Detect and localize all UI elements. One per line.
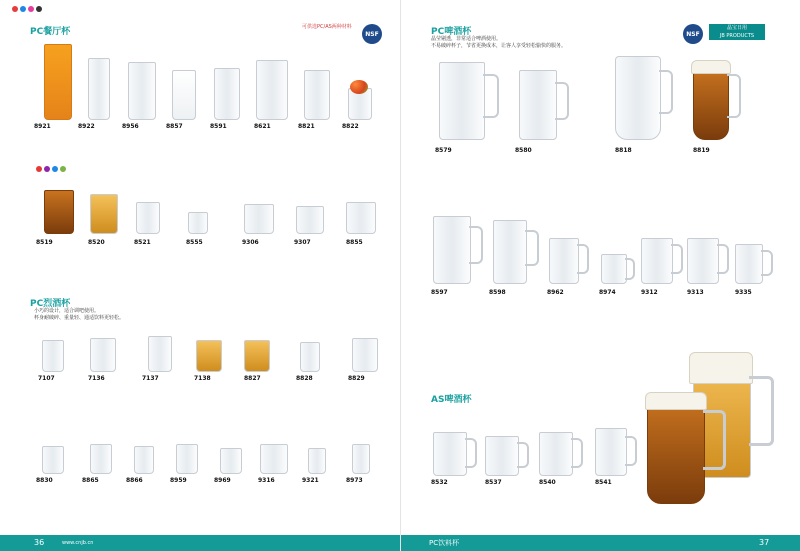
coffee-mug	[485, 436, 519, 476]
beer-foam	[645, 392, 707, 410]
short-glass	[188, 212, 208, 234]
shot-glass	[42, 446, 64, 474]
shot-glass-liquor	[196, 340, 222, 372]
product-9321: 9321	[302, 477, 319, 484]
footer-category: PC饮料杯	[429, 539, 460, 547]
product-8580: 8580	[515, 147, 532, 154]
mug-handle	[469, 226, 483, 264]
product-9316: 9316	[258, 477, 275, 484]
fruit-garnish-icon	[350, 80, 368, 94]
product-8866: 8866	[126, 477, 143, 484]
product-8555: 8555	[186, 239, 203, 246]
tall-glass	[88, 58, 110, 120]
product-8579: 8579	[435, 147, 452, 154]
shot-glass	[300, 342, 320, 372]
product-8597: 8597	[431, 289, 448, 296]
beer-glass-filled	[647, 398, 705, 504]
rocks-glass	[346, 202, 376, 234]
pint-glass	[256, 60, 288, 120]
page-number: 36	[34, 538, 45, 547]
product-7137: 7137	[142, 375, 159, 382]
tumbler-glass	[128, 62, 156, 120]
page-number: 37	[759, 538, 770, 547]
product-7107: 7107	[38, 375, 55, 382]
product-8520: 8520	[88, 239, 105, 246]
product-9312: 9312	[641, 289, 658, 296]
section-title-shot-glasses: PC烈酒杯	[30, 299, 71, 309]
left-footer-bar	[0, 535, 400, 551]
shot-glass	[308, 448, 326, 474]
tumbler-glass	[304, 70, 330, 120]
product-8855: 8855	[346, 239, 363, 246]
section-title-as-beer-mugs: AS啤酒杯	[431, 395, 472, 405]
brand-name: 晶宝日用	[726, 25, 747, 31]
product-9307: 9307	[294, 239, 311, 246]
product-8921: 8921	[34, 123, 51, 130]
nsf-badge: NSF	[362, 24, 382, 44]
mug-handle	[761, 250, 773, 276]
mug-handle	[577, 244, 589, 274]
product-8822: 8822	[342, 123, 359, 130]
rocks-glass	[296, 206, 324, 234]
beer-foam	[691, 60, 731, 74]
product-8829: 8829	[348, 375, 365, 382]
mug-handle	[483, 74, 499, 118]
beer-mug	[735, 244, 763, 284]
rocks-glass	[244, 204, 274, 234]
mug-handle	[625, 258, 635, 280]
mug-handle	[717, 244, 729, 274]
color-options	[36, 166, 66, 172]
shot-glass	[352, 444, 370, 474]
shot-glass	[42, 340, 64, 372]
mug-handle	[659, 70, 673, 114]
beer-mug	[687, 238, 719, 284]
whisky-glass	[90, 194, 118, 234]
shot-glass	[352, 338, 378, 372]
tumbler-glass	[136, 202, 160, 234]
right-page	[400, 0, 800, 551]
beer-mug	[595, 428, 627, 476]
beer-mug	[641, 238, 673, 284]
mug-handle	[625, 436, 637, 466]
product-8857: 8857	[166, 123, 183, 130]
product-9313: 9313	[687, 289, 704, 296]
beer-mug	[539, 432, 573, 476]
beer-mug	[433, 432, 467, 476]
mug-handle	[727, 74, 741, 118]
product-9335: 9335	[735, 289, 752, 296]
product-8819: 8819	[693, 147, 710, 154]
shot-glass	[90, 338, 116, 372]
shot-glasses-description: 小巧的设计，适合调吧使用。 杯身耐破碎、重量轻、通适饮料更轻松。	[34, 308, 125, 321]
mug-handle	[749, 376, 774, 446]
color-swatches	[12, 6, 42, 12]
beer-mug	[433, 216, 471, 284]
product-8969: 8969	[214, 477, 231, 484]
product-8956: 8956	[122, 123, 139, 130]
product-8591: 8591	[210, 123, 227, 130]
beer-mugs-description: 晶莹剔透，非常适合啤酒使用。 不易破碎杯子，节省更换成本，让客人享受轻松愉快的服务。	[431, 36, 567, 49]
right-footer-bar	[401, 535, 800, 551]
beer-mug	[493, 220, 527, 284]
milk-glass	[172, 70, 196, 120]
product-8959: 8959	[170, 477, 187, 484]
beer-mug	[519, 70, 557, 140]
brand-subtitle: JB PRODUCTS	[719, 33, 755, 39]
product-8821: 8821	[298, 123, 315, 130]
beer-foam	[689, 352, 753, 384]
product-8537: 8537	[485, 479, 502, 486]
product-8621: 8621	[254, 123, 271, 130]
product-8962: 8962	[547, 289, 564, 296]
mug-handle	[555, 82, 569, 120]
section-title-beer-mugs: PC啤酒杯	[431, 27, 472, 37]
nsf-badge: NSF	[683, 24, 703, 44]
product-9306: 9306	[242, 239, 259, 246]
footer-url: www.cnjb.cn	[62, 540, 94, 546]
mug-handle	[703, 410, 726, 470]
mug-handle	[671, 244, 683, 274]
beer-mug	[439, 62, 485, 140]
shot-glass	[148, 336, 172, 372]
product-8598: 8598	[489, 289, 506, 296]
tumbler-glass	[214, 68, 240, 120]
product-8865: 8865	[82, 477, 99, 484]
shot-glass	[134, 446, 154, 474]
product-8541: 8541	[595, 479, 612, 486]
brand-logo	[709, 24, 765, 40]
product-8532: 8532	[431, 479, 448, 486]
small-mug	[601, 254, 627, 284]
shot-glass	[220, 448, 242, 474]
product-8519: 8519	[36, 239, 53, 246]
product-8973: 8973	[346, 477, 363, 484]
shot-glass	[260, 444, 288, 474]
product-8922: 8922	[78, 123, 95, 130]
mug-handle	[517, 442, 529, 468]
material-note: 可供选PC/AS两种材料	[302, 24, 352, 30]
product-7136: 7136	[88, 375, 105, 382]
shot-glass-liquor	[244, 340, 270, 372]
mug-handle	[571, 438, 583, 468]
product-8540: 8540	[539, 479, 556, 486]
beer-mug	[549, 238, 579, 284]
shot-glass	[176, 444, 198, 474]
section-title-restaurant-cups: PC餐厅杯	[30, 27, 71, 37]
product-8830: 8830	[36, 477, 53, 484]
beer-glass	[615, 56, 661, 140]
cola-glass	[44, 190, 74, 234]
product-8818: 8818	[615, 147, 632, 154]
product-8828: 8828	[296, 375, 313, 382]
shot-glass	[90, 444, 112, 474]
mug-handle	[525, 230, 539, 266]
product-8827: 8827	[244, 375, 261, 382]
product-7138: 7138	[194, 375, 211, 382]
beer-glass-filled	[693, 68, 729, 140]
product-8974: 8974	[599, 289, 616, 296]
tall-glass-orange-juice	[44, 44, 72, 120]
product-8521: 8521	[134, 239, 151, 246]
mug-handle	[465, 438, 477, 468]
